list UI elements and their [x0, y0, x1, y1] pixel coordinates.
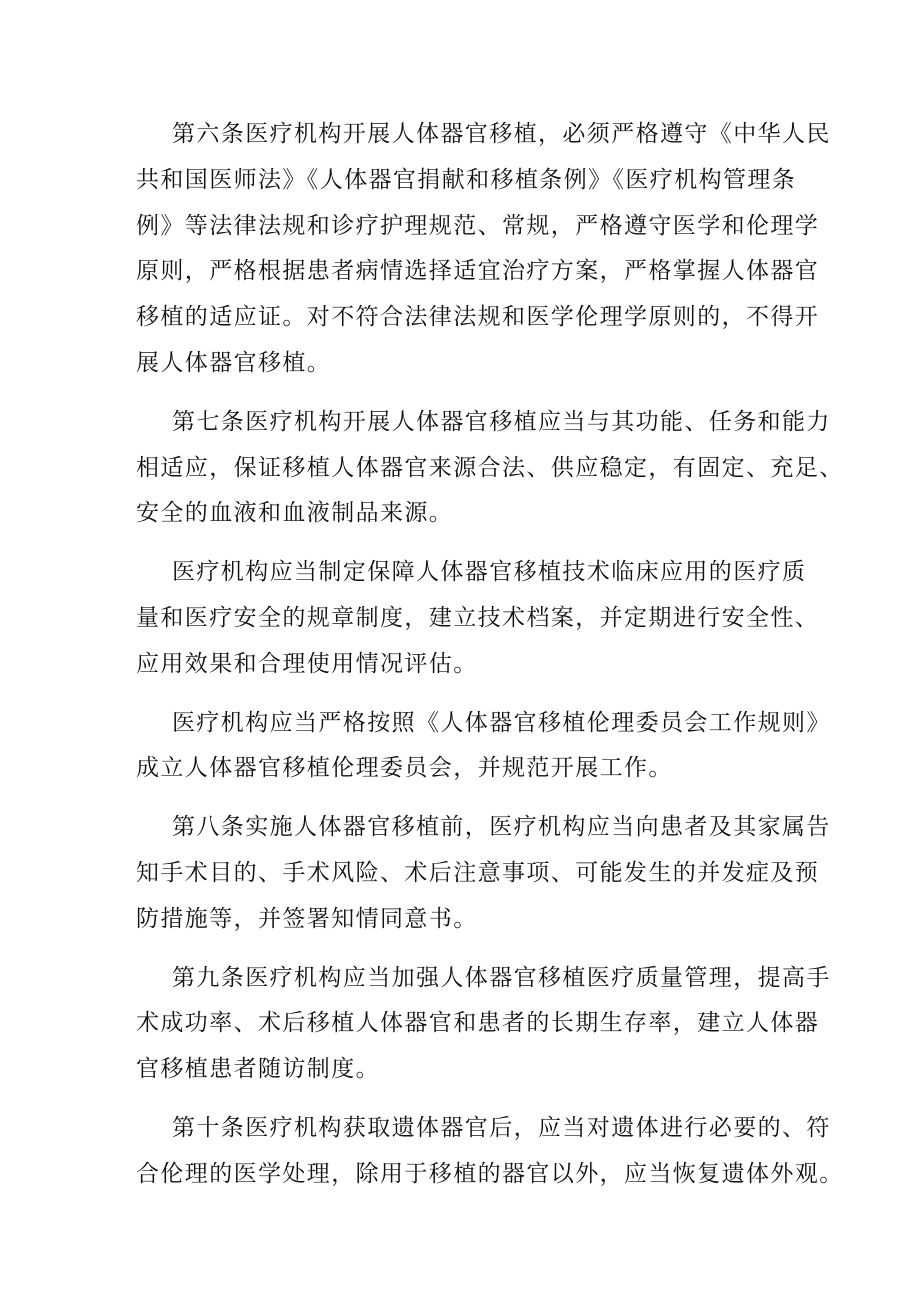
paragraph-line: 医疗机构应当严格按照《人体器官移植伦理委员会工作规则》: [172, 709, 831, 736]
paragraph-quality-rules: [136, 550, 820, 687]
paragraph-line: 第八条实施人体器官移植前，医疗机构应当向患者及其家属告: [172, 814, 831, 841]
document-body: [136, 112, 844, 1211]
paragraph-line: 第九条医疗机构应当加强人体器官移植医疗质量管理，提高手: [172, 964, 831, 991]
paragraph-line: 第七条医疗机构开展人体器官移植应当与其功能、任务和能力: [172, 408, 831, 435]
paragraph-line: 合伦理的医学处理，除用于移植的器官以外，应当恢复遗体外观。: [136, 1160, 844, 1187]
paragraph-article-10: [136, 1106, 844, 1198]
paragraph-article-8: [136, 805, 831, 942]
paragraph-line: 第六条医疗机构开展人体器官移植，必须严格遵守《中华人民: [172, 121, 831, 147]
paragraph-line: 量和医疗安全的规章制度，建立技术档案，并定期进行安全性、: [136, 604, 820, 631]
paragraph-article-9: [136, 956, 831, 1093]
paragraph-line: 共和国医师法》《人体器官捐献和移植条例》《医疗机构管理条: [136, 166, 797, 193]
paragraph-line: 应用效果和合理使用情况评估。: [136, 650, 478, 677]
paragraph-article-7: [136, 400, 844, 537]
paragraph-line: 成立人体器官移植伦理委员会，并规范开展工作。: [136, 755, 673, 782]
paragraph-line: 防措施等，并签署知情同意书。: [136, 905, 478, 932]
paragraph-line: 原则，严格根据患者病情选择适宜治疗方案，严格掌握人体器官: [136, 258, 820, 285]
paragraph-line: 第十条医疗机构获取遗体器官后，应当对遗体进行必要的、符: [172, 1114, 831, 1141]
paragraph-line: 医疗机构应当制定保障人体器官移植技术临床应用的医疗质: [172, 559, 807, 586]
paragraph-ethics-committee: [136, 701, 831, 793]
paragraph-line: 安全的血液和血液制品来源。: [136, 500, 454, 527]
paragraph-line: 知手术目的、手术风险、术后注意事项、可能发生的并发症及预: [136, 859, 820, 886]
paragraph-article-6: [136, 112, 831, 387]
paragraph-line: 术成功率、术后移植人体器官和患者的长期生存率，建立人体器: [136, 1010, 820, 1037]
paragraph-line: 官移植患者随访制度。: [136, 1056, 380, 1083]
paragraph-line: 移植的适应证。对不符合法律法规和医学伦理学原则的，不得开: [136, 304, 820, 331]
paragraph-line: 展人体器官移植。: [136, 349, 332, 376]
paragraph-line: 例》等法律法规和诊疗护理规范、常规，严格遵守医学和伦理学: [136, 212, 820, 239]
paragraph-line: 相适应，保证移植人体器官来源合法、供应稳定，有固定、充足、: [136, 454, 844, 481]
